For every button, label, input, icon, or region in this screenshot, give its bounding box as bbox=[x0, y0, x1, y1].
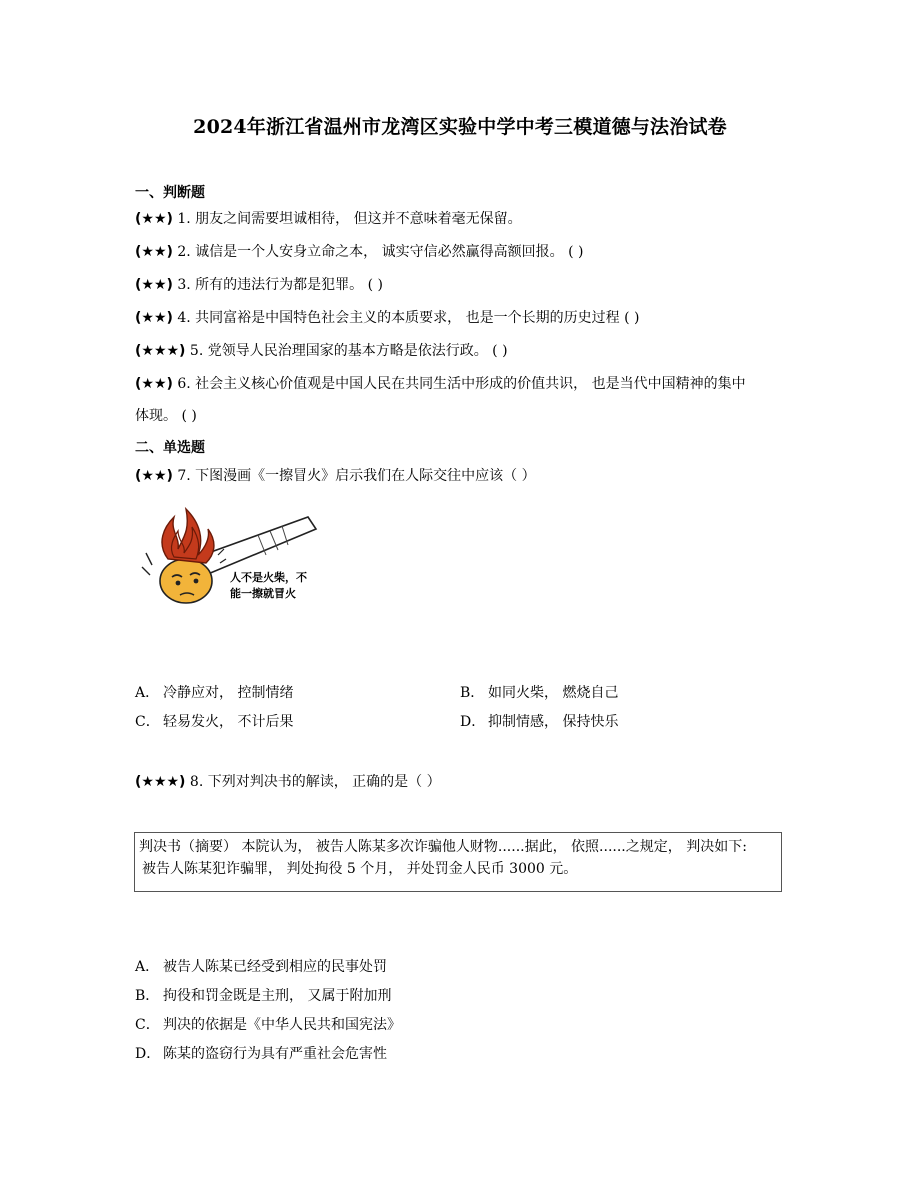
q7-option-a[interactable] bbox=[135, 682, 293, 702]
option-key: D． bbox=[460, 714, 486, 730]
q8-option-b[interactable] bbox=[135, 985, 391, 1005]
option-text: 拘役和罚金既是主刑， 又属于附加刑 bbox=[163, 988, 392, 1004]
question-text: 3. 所有的违法行为都是犯罪。 ( ) bbox=[177, 277, 383, 293]
option-text: 抑制情感， 保持快乐 bbox=[488, 714, 619, 730]
q8-option-a[interactable] bbox=[135, 956, 387, 976]
difficulty-stars: (★★) bbox=[135, 310, 173, 326]
question-7 bbox=[135, 466, 536, 486]
option-key: A． bbox=[135, 685, 160, 701]
question-text: 5. 党领导人民治理国家的基本方略是依法行政。 ( ) bbox=[189, 343, 508, 359]
question-3 bbox=[135, 275, 383, 295]
judgment-line-1: 判决书（摘要） 本院认为， 被告人陈某多次诈骗他人财物......据此， 依照......之规定， 判决如下: bbox=[139, 839, 747, 855]
cartoon-caption-line-2: 能一擦就冒火 bbox=[230, 587, 296, 600]
question-1 bbox=[135, 209, 522, 229]
question-text: 7. 下图漫画《一擦冒火》启示我们在人际交往中应该（ ） bbox=[177, 468, 536, 484]
question-text: 6. 社会主义核心价值观是中国人民在共同生活中形成的价值共识， 也是当代中国精神的集中 bbox=[177, 376, 746, 392]
option-text: 冷静应对， 控制情绪 bbox=[163, 685, 294, 701]
option-key: D． bbox=[135, 1046, 161, 1062]
option-text: 如同火柴， 燃烧自己 bbox=[488, 685, 619, 701]
section-heading-judge: 一、判断题 bbox=[135, 185, 205, 201]
option-text: 陈某的盗窃行为具有严重社会危害性 bbox=[163, 1046, 387, 1062]
judgment-line-2: 被告人陈某犯诈骗罪， 判处拘役 5 个月， 并处罚金人民币 3000 元。 bbox=[142, 861, 578, 877]
question-4 bbox=[135, 308, 639, 328]
option-key: B． bbox=[460, 685, 485, 701]
difficulty-stars: (★★) bbox=[135, 211, 173, 227]
question-6 bbox=[135, 374, 746, 394]
q7-option-d[interactable] bbox=[460, 711, 618, 731]
q7-option-b[interactable] bbox=[460, 682, 618, 702]
option-key: B． bbox=[135, 988, 160, 1004]
question-text: 1. 朋友之间需要坦诚相待， 但这并不意味着毫无保留。 bbox=[177, 211, 522, 227]
difficulty-stars: (★★) bbox=[135, 468, 173, 484]
question-2 bbox=[135, 242, 583, 262]
difficulty-stars: (★★★) bbox=[135, 774, 186, 790]
q7-option-c[interactable] bbox=[135, 711, 293, 731]
q8-option-c[interactable] bbox=[135, 1014, 401, 1034]
difficulty-stars: (★★★) bbox=[135, 343, 186, 359]
difficulty-stars: (★★) bbox=[135, 277, 173, 293]
difficulty-stars: (★★) bbox=[135, 376, 173, 392]
option-text: 判决的依据是《中华人民共和国宪法》 bbox=[163, 1017, 401, 1033]
difficulty-stars: (★★) bbox=[135, 244, 173, 260]
section-heading-single-choice: 二、单选题 bbox=[135, 440, 205, 456]
q8-option-d[interactable] bbox=[135, 1043, 387, 1063]
page-title: 2024年浙江省温州市龙湾区实验中学中考三模道德与法治试卷 bbox=[193, 116, 727, 138]
option-key: C． bbox=[135, 714, 160, 730]
option-text: 被告人陈某已经受到相应的民事处罚 bbox=[163, 959, 387, 975]
cartoon-caption-line-1: 人不是火柴，不 bbox=[230, 571, 307, 584]
question-text: 4. 共同富裕是中国特色社会主义的本质要求， 也是一个长期的历史过程 ( ) bbox=[177, 310, 640, 326]
question-text: 2. 诚信是一个人安身立命之本， 诚实守信必然赢得高额回报。 ( ) bbox=[177, 244, 584, 260]
option-text: 轻易发火， 不计后果 bbox=[163, 714, 294, 730]
question-text: 8. 下列对判决书的解读， 正确的是（ ） bbox=[189, 774, 441, 790]
question-6-continued: 体现。 ( ) bbox=[135, 408, 197, 424]
option-key: A． bbox=[135, 959, 160, 975]
judgment-excerpt-box bbox=[134, 832, 782, 892]
question-8 bbox=[135, 772, 441, 792]
match-cartoon-image bbox=[138, 503, 338, 613]
question-5 bbox=[135, 341, 508, 361]
option-key: C． bbox=[135, 1017, 160, 1033]
